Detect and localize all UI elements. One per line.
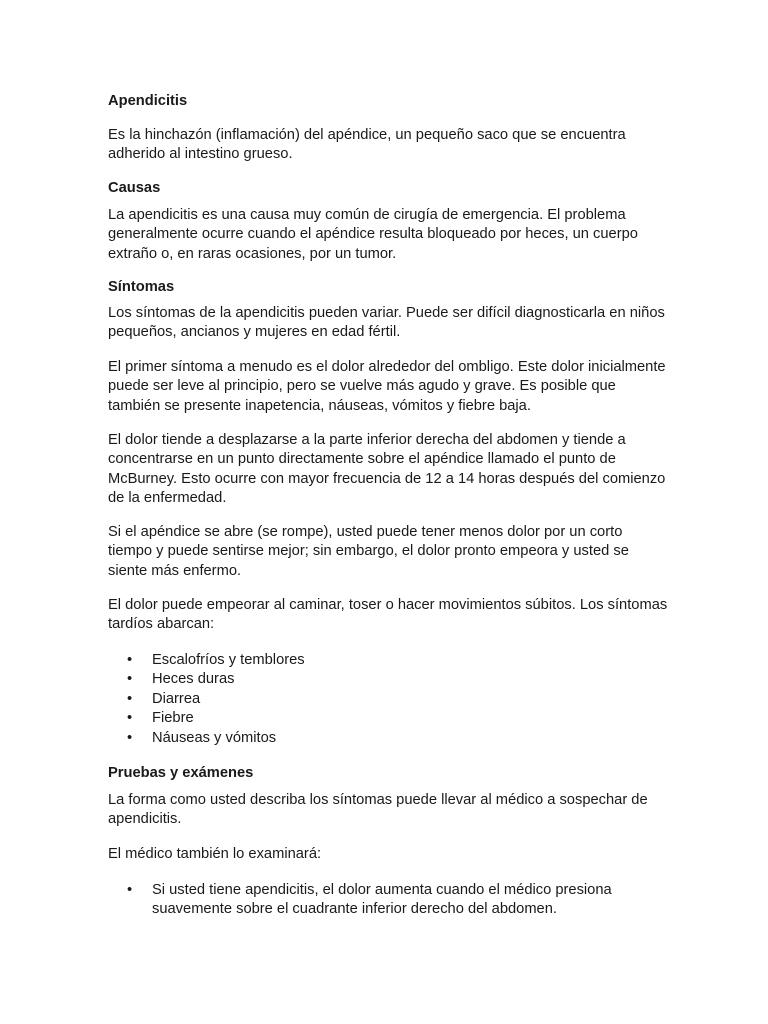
sintomas-paragraph-4: Si el apéndice se abre (se rompe), usted puede tener menos dolor por un corto tiempo y puede sentirse mejor; sin embargo, el dolor pronto empeora y usted se siente más enfermo.: [108, 524, 629, 579]
list-item: • Si usted tiene apendicitis, el dolor aumenta cuando el médico presiona suavemente sobre el cuadrante inferior derecho del abdomen.: [108, 881, 668, 920]
intro-paragraph: Es la hinchazón (inflamación) del apéndice, un pequeño saco que se encuentra adherido al intestino grueso.: [108, 127, 626, 163]
list-item: • Náuseas y vómitos: [108, 729, 668, 748]
list-item: • Heces duras: [108, 670, 668, 689]
sintomas-heading: Síntomas: [108, 279, 175, 295]
causas-heading: Causas: [108, 180, 161, 196]
causas-paragraph: La apendicitis es una causa muy común de cirugía de emergencia. El problema generalmente ocurre cuando el apéndice resulta bloqueado por heces, un cuerpo extraño o, en raras ocasiones, por un tumor.: [108, 207, 638, 262]
pruebas-paragraph-2: El médico también lo examinará:: [108, 846, 322, 862]
sintomas-paragraph-5: El dolor puede empeorar al caminar, toser o hacer movimientos súbitos. Los síntomas tardíos abarcan:: [108, 597, 668, 633]
document-title: Apendicitis: [108, 93, 188, 109]
list-item: • Fiebre: [108, 709, 668, 728]
sintomas-tardios-list: [108, 651, 668, 748]
sintomas-paragraph-2: El primer síntoma a menudo es el dolor alrededor del ombligo. Este dolor inicialmente puede ser leve al principio, pero se vuelve más agudo y grave. Es posible que también se presente inapetencia, náuseas, vómitos y fiebre baja.: [108, 359, 666, 414]
sintomas-paragraph-3: El dolor tiende a desplazarse a la parte inferior derecha del abdomen y tiende a concentrarse en un punto directamente sobre el apéndice llamado el punto de McBurney. Esto ocurre con mayor frecuencia de 12 a 14 horas después del comienzo de la enfermedad.: [108, 432, 666, 507]
examen-list: [108, 881, 668, 920]
list-item: • Diarrea: [108, 690, 668, 709]
pruebas-heading: Pruebas y exámenes: [108, 765, 254, 781]
list-item: • Escalofríos y temblores: [108, 651, 668, 670]
pruebas-paragraph-1: La forma como usted describa los síntomas puede llevar al médico a sospechar de apendicitis.: [108, 792, 648, 828]
sintomas-paragraph-1: Los síntomas de la apendicitis pueden variar. Puede ser difícil diagnosticarla en niños pequeños, ancianos y mujeres en edad fértil.: [108, 305, 665, 341]
